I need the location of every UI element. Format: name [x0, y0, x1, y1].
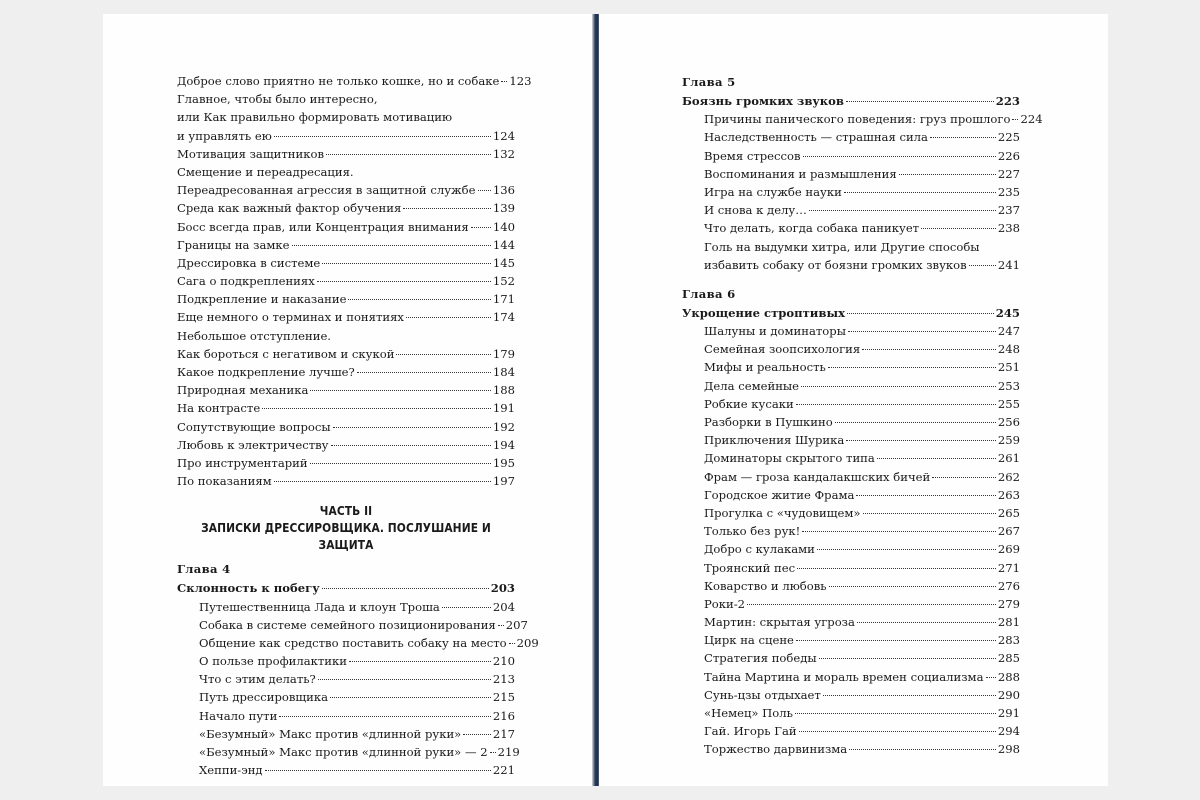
- leader-dots: [844, 192, 996, 193]
- toc-entry: [682, 110, 1043, 128]
- toc-entry: [177, 163, 515, 181]
- entry-title: Фрам — гроза кандалакшских бичей: [704, 469, 931, 484]
- page-number: 251: [997, 360, 1020, 375]
- leader-dots: [357, 372, 491, 373]
- entry-title: Робкие кусаки: [704, 396, 794, 411]
- entry-title: Торжество дарвинизма: [704, 742, 848, 757]
- leader-dots: [986, 677, 996, 678]
- leader-dots: [406, 317, 491, 318]
- leader-dots: [348, 299, 490, 300]
- leader-dots: [747, 604, 996, 605]
- entry-title: Границы на замке: [177, 237, 290, 252]
- leader-dots: [877, 458, 996, 459]
- toc-entry: [682, 486, 1020, 504]
- entry-title: «Безумный» Макс против «длинной руки»: [199, 726, 462, 741]
- toc-entry: [177, 127, 515, 145]
- leader-dots: [856, 495, 995, 496]
- entry-title: Мотивация защитников: [177, 146, 324, 161]
- leader-dots: [846, 101, 994, 102]
- leader-dots: [803, 156, 996, 157]
- page-number: 209: [516, 635, 539, 650]
- toc-entry: [682, 522, 1020, 540]
- page-number: 235: [997, 184, 1020, 199]
- toc-list-chapter-4: [177, 598, 539, 780]
- toc-entry: [177, 72, 532, 90]
- page-number: 194: [492, 437, 515, 452]
- leader-dots: [801, 386, 996, 387]
- page-number: 271: [997, 560, 1020, 575]
- leader-dots: [899, 174, 996, 175]
- leader-dots: [498, 625, 504, 626]
- toc-entry: [682, 358, 1020, 376]
- toc-entry: [177, 670, 515, 688]
- page-number: 124: [492, 128, 515, 143]
- toc-right: [682, 72, 1043, 759]
- toc-entry: [682, 740, 1020, 758]
- chapter-4-label: Глава 4: [177, 562, 231, 577]
- page-number: 276: [997, 578, 1020, 593]
- leader-dots: [322, 588, 489, 589]
- toc-entry: [177, 616, 528, 634]
- leader-dots: [847, 313, 994, 314]
- leader-dots: [396, 354, 490, 355]
- page-number: 197: [492, 474, 515, 489]
- leader-dots: [932, 477, 996, 478]
- page-number: 288: [997, 669, 1020, 684]
- leader-dots: [333, 427, 491, 428]
- chapter-4-title-row: [177, 579, 515, 597]
- leader-dots: [1012, 119, 1018, 120]
- toc-entry: [177, 743, 520, 761]
- leader-dots: [835, 422, 996, 423]
- toc-entry: [682, 431, 1020, 449]
- entry-title: По показаниям: [177, 474, 272, 489]
- toc-entry: [177, 399, 515, 417]
- entry-title: Хеппи-энд: [199, 763, 263, 778]
- entry-title: Разборки в Пушкино: [704, 415, 833, 429]
- page-number: 213: [492, 672, 515, 687]
- toc-entry: [682, 128, 1020, 146]
- toc-entry: [682, 256, 1020, 274]
- entry-title: Небольшое отступление.: [177, 328, 331, 343]
- entry-title: Что делать, когда собака паникует: [704, 221, 920, 236]
- entry-title: Доминаторы скрытого типа: [704, 451, 875, 466]
- leader-dots: [478, 190, 491, 191]
- entry-title: О пользе профилактики: [199, 654, 348, 669]
- part-title: ЗАПИСКИ ДРЕССИРОВЩИКА. ПОСЛУШАНИЕ И ЗАЩИТА: [201, 520, 491, 553]
- chapter-6-title-row: [682, 304, 1020, 322]
- page-number: 283: [997, 633, 1020, 648]
- page-number: 219: [497, 745, 520, 759]
- entry-title: Голь на выдумки хитра, или Другие способы: [704, 239, 980, 254]
- leader-dots: [857, 622, 996, 623]
- entry-title: Еще немного о терминах и понятиях: [177, 310, 404, 325]
- toc-entry: [177, 363, 515, 381]
- page-number: 179: [492, 346, 515, 361]
- toc-left: [177, 72, 539, 779]
- toc-entry: [177, 454, 515, 472]
- toc-entry: [177, 725, 515, 743]
- entry-title: Мартин: скрытая угроза: [704, 615, 855, 630]
- leader-dots: [322, 263, 491, 264]
- entry-title: Семейная зоопсихология: [704, 342, 861, 357]
- toc-entry: [682, 395, 1020, 413]
- leader-dots: [862, 349, 996, 350]
- page-number: 217: [492, 726, 515, 741]
- toc-list-chapter-6: [682, 322, 1020, 759]
- page-number: 281: [997, 615, 1020, 630]
- chapter-title: Склонность к побегу: [177, 581, 320, 596]
- page-number: 152: [492, 274, 515, 289]
- leader-dots: [318, 679, 491, 680]
- page-number: 279: [997, 596, 1020, 611]
- page-number: 203: [490, 581, 515, 596]
- entry-title: Причины панического поведения: груз прошлого: [704, 112, 1011, 127]
- leader-dots: [828, 367, 996, 368]
- leader-dots: [279, 716, 491, 717]
- toc-entry: [177, 181, 515, 199]
- toc-entry: [177, 418, 515, 436]
- leader-dots: [797, 568, 996, 569]
- entry-title: и управлять ею: [177, 128, 272, 143]
- leader-dots: [795, 713, 996, 714]
- page-number: 216: [492, 708, 515, 723]
- book-spread: [103, 14, 1108, 786]
- page-number: 291: [997, 706, 1020, 720]
- entry-title: Приключения Шурика: [704, 433, 845, 448]
- leader-dots: [274, 136, 491, 137]
- entry-title: Дела семейные: [704, 378, 800, 393]
- page-number: 223: [995, 94, 1020, 108]
- leader-dots: [490, 752, 496, 753]
- entry-title: Как бороться с негативом и скукой: [177, 346, 395, 361]
- page-number: 227: [997, 166, 1020, 181]
- leader-dots: [330, 697, 491, 698]
- leader-dots: [310, 390, 490, 391]
- spacer: [682, 274, 1020, 284]
- left-page: [103, 14, 595, 786]
- toc-entry: [177, 199, 515, 217]
- toc-entry: [177, 634, 539, 652]
- leader-dots: [463, 734, 491, 735]
- entry-title: Что с этим делать?: [199, 672, 316, 687]
- entry-title: Дрессировка в системе: [177, 255, 321, 270]
- page-number: 265: [997, 505, 1020, 520]
- entry-title: Начало пути: [199, 708, 278, 723]
- toc-entry: [682, 686, 1020, 704]
- toc-entry: [177, 327, 515, 345]
- toc-entry: [177, 290, 515, 308]
- page-number: 226: [997, 148, 1020, 163]
- toc-entry: [177, 108, 515, 126]
- leader-dots: [265, 770, 491, 771]
- toc-entry: [177, 218, 515, 236]
- leader-dots: [849, 749, 996, 750]
- page-number: 174: [492, 310, 515, 325]
- entry-title: Босс всегда прав, или Концентрация внимания: [177, 219, 469, 234]
- page-number: 210: [492, 654, 515, 669]
- entry-title: Доброе слово приятно не только кошке, но и собаке: [177, 74, 500, 88]
- entry-title: Цирк на сцене: [704, 633, 794, 648]
- leader-dots: [274, 481, 491, 482]
- entry-title: Подкрепление и наказание: [177, 292, 347, 307]
- leader-dots: [802, 531, 996, 532]
- leader-dots: [509, 643, 515, 644]
- leader-dots: [921, 228, 996, 229]
- chapter-6-label: Глава 6: [682, 286, 736, 301]
- entry-title: Какое подкрепление лучше?: [177, 365, 355, 379]
- toc-entry: [682, 631, 1020, 649]
- page-number: 191: [492, 401, 515, 416]
- toc-entry: [682, 201, 1020, 219]
- entry-title: Роки-2: [704, 596, 746, 611]
- chapter-5-label: Глава 5: [682, 75, 736, 89]
- entry-title: избавить собаку от боязни громких звуков: [704, 257, 967, 272]
- entry-title: На контрасте: [177, 401, 261, 416]
- toc-entry: [682, 540, 1020, 558]
- toc-entry: [682, 147, 1020, 165]
- toc-entry: [682, 322, 1020, 340]
- entry-title: Воспоминания и размышления: [704, 166, 897, 181]
- entry-title: Путешественница Лада и клоун Троша: [199, 599, 440, 614]
- page-number: 245: [995, 305, 1020, 320]
- part-heading: [177, 502, 515, 553]
- page-number: 225: [997, 130, 1020, 145]
- entry-title: Мифы и реальность: [704, 360, 826, 375]
- leader-dots: [819, 658, 996, 659]
- entry-title: «Немец» Поль: [704, 706, 793, 720]
- entry-title: Среда как важный фактор обучения: [177, 201, 402, 216]
- page-number: 224: [1020, 112, 1043, 127]
- toc-entry: [682, 219, 1020, 237]
- leader-dots: [848, 331, 996, 332]
- page-number: 171: [492, 292, 515, 307]
- page-number: 237: [997, 203, 1020, 218]
- leader-dots: [799, 731, 996, 732]
- entry-title: Гай. Игорь Гай: [704, 724, 797, 739]
- page-number: 188: [492, 383, 515, 398]
- entry-title: «Безумный» Макс против «длинной руки» — 2: [199, 745, 488, 759]
- page-number: 136: [492, 183, 515, 198]
- toc-entry: [177, 761, 515, 779]
- leader-dots: [262, 408, 491, 409]
- page-number: 267: [997, 524, 1020, 539]
- page-number: 262: [997, 469, 1020, 484]
- entry-title: Общение как средство поставить собаку на место: [199, 635, 507, 650]
- page-number: 184: [492, 365, 515, 379]
- leader-dots: [796, 404, 996, 405]
- toc-entry: [177, 345, 515, 363]
- page-number: 290: [997, 687, 1020, 702]
- toc-entry: [682, 413, 1020, 431]
- leader-dots: [317, 281, 491, 282]
- leader-dots: [930, 137, 996, 138]
- entry-title: Троянский пес: [704, 560, 796, 575]
- leader-dots: [823, 695, 996, 696]
- entry-title: Главное, чтобы было интересно,: [177, 92, 378, 107]
- page-number: 238: [997, 221, 1020, 236]
- toc-entry: [682, 449, 1020, 467]
- chapter-title: Укрощение строптивых: [682, 305, 845, 320]
- toc-entry: [177, 688, 515, 706]
- toc-entry: [177, 254, 515, 272]
- leader-dots: [310, 463, 491, 464]
- toc-list-left-top: [177, 72, 532, 490]
- page-number: 269: [997, 542, 1020, 557]
- right-page: [599, 14, 1108, 786]
- leader-dots: [863, 513, 996, 514]
- entry-title: Сунь-цзы отдыхает: [704, 687, 821, 702]
- toc-entry: [682, 238, 1020, 256]
- toc-entry: [177, 472, 515, 490]
- page-number: 145: [492, 255, 515, 270]
- toc-entry: [682, 704, 1020, 722]
- entry-title: Собака в системе семейного позиционирования: [199, 617, 496, 632]
- toc-entry: [682, 613, 1020, 631]
- entry-title: Любовь к электричеству: [177, 437, 329, 452]
- entry-title: Коварство и любовь: [704, 578, 827, 593]
- entry-title: Тайна Мартина и мораль времен социализма: [704, 669, 984, 684]
- entry-title: Путь дрессировщика: [199, 690, 329, 705]
- toc-entry: [682, 183, 1020, 201]
- toc-entry: [682, 504, 1020, 522]
- entry-title: или Как правильно формировать мотивацию: [177, 110, 453, 125]
- page-number: 123: [509, 74, 532, 88]
- entry-title: Природная механика: [177, 383, 309, 398]
- leader-dots: [403, 208, 491, 209]
- entry-title: Сопутствующие вопросы: [177, 419, 331, 434]
- entry-title: Только без рук!: [704, 524, 801, 539]
- leader-dots: [796, 640, 996, 641]
- page-number: 139: [492, 201, 515, 216]
- leader-dots: [501, 81, 507, 82]
- toc-entry: [682, 722, 1020, 740]
- toc-entry: [682, 468, 1020, 486]
- toc-entry: [682, 577, 1020, 595]
- page-number: 215: [492, 690, 515, 705]
- page-number: 256: [997, 415, 1020, 429]
- toc-entry: [682, 649, 1020, 667]
- leader-dots: [969, 265, 996, 266]
- page-number: 248: [997, 342, 1020, 357]
- leader-dots: [349, 661, 491, 662]
- toc-entry: [177, 236, 515, 254]
- entry-title: И снова к делу…: [704, 203, 807, 218]
- entry-title: Добро с кулаками: [704, 542, 815, 557]
- toc-entry: [177, 652, 515, 670]
- toc-entry: [177, 272, 515, 290]
- leader-dots: [829, 586, 996, 587]
- toc-entry: [177, 598, 515, 616]
- toc-entry: [177, 145, 515, 163]
- page-number: 255: [997, 396, 1020, 411]
- toc-entry: [177, 707, 515, 725]
- page-number: 298: [997, 742, 1020, 757]
- page-number: 253: [997, 378, 1020, 393]
- part-label: ЧАСТЬ II: [319, 503, 373, 519]
- toc-entry: [682, 559, 1020, 577]
- page-number: 195: [492, 455, 515, 470]
- leader-dots: [846, 440, 996, 441]
- entry-title: Игра на службе науки: [704, 184, 842, 199]
- toc-list-chapter-5: [682, 110, 1043, 274]
- page-number: 241: [997, 257, 1020, 272]
- entry-title: Наследственность — страшная сила: [704, 130, 928, 145]
- entry-title: Сага о подкреплениях: [177, 274, 315, 289]
- leader-dots: [292, 245, 491, 246]
- page-number: 221: [492, 763, 515, 778]
- leader-dots: [442, 607, 491, 608]
- page-number: 259: [997, 433, 1020, 448]
- toc-entry: [682, 340, 1020, 358]
- toc-entry: [682, 377, 1020, 395]
- entry-title: Про инструментарий: [177, 455, 308, 470]
- toc-entry: [682, 668, 1020, 686]
- page-number: 207: [505, 617, 528, 632]
- toc-entry: [177, 90, 515, 108]
- page-number: 294: [997, 724, 1020, 739]
- page-number: 140: [492, 219, 515, 234]
- page-number: 247: [997, 324, 1020, 339]
- entry-title: Стратегия победы: [704, 651, 817, 666]
- leader-dots: [809, 210, 996, 211]
- toc-entry: [177, 308, 515, 326]
- toc-entry: [682, 595, 1020, 613]
- toc-entry: [177, 436, 515, 454]
- page-number: 261: [997, 451, 1020, 466]
- entry-title: Смещение и переадресация.: [177, 164, 354, 179]
- entry-title: Шалуны и доминаторы: [704, 324, 846, 339]
- chapter-title: Боязнь громких звуков: [682, 94, 844, 108]
- leader-dots: [326, 154, 491, 155]
- leader-dots: [817, 549, 996, 550]
- chapter-5-title-row: [682, 92, 1020, 110]
- page-number: 285: [997, 651, 1020, 666]
- entry-title: Городское житие Фрама: [704, 487, 855, 502]
- leader-dots: [471, 227, 491, 228]
- entry-title: Прогулка с «чудовищем»: [704, 505, 861, 520]
- page-number: 132: [492, 146, 515, 161]
- toc-entry: [177, 381, 515, 399]
- page-number: 144: [492, 237, 515, 252]
- toc-entry: [682, 165, 1020, 183]
- page-number: 192: [492, 419, 515, 434]
- leader-dots: [331, 445, 491, 446]
- page-number: 204: [492, 599, 515, 614]
- page-number: 263: [997, 487, 1020, 502]
- entry-title: Переадресованная агрессия в защитной службе: [177, 183, 476, 198]
- entry-title: Время стрессов: [704, 148, 801, 163]
